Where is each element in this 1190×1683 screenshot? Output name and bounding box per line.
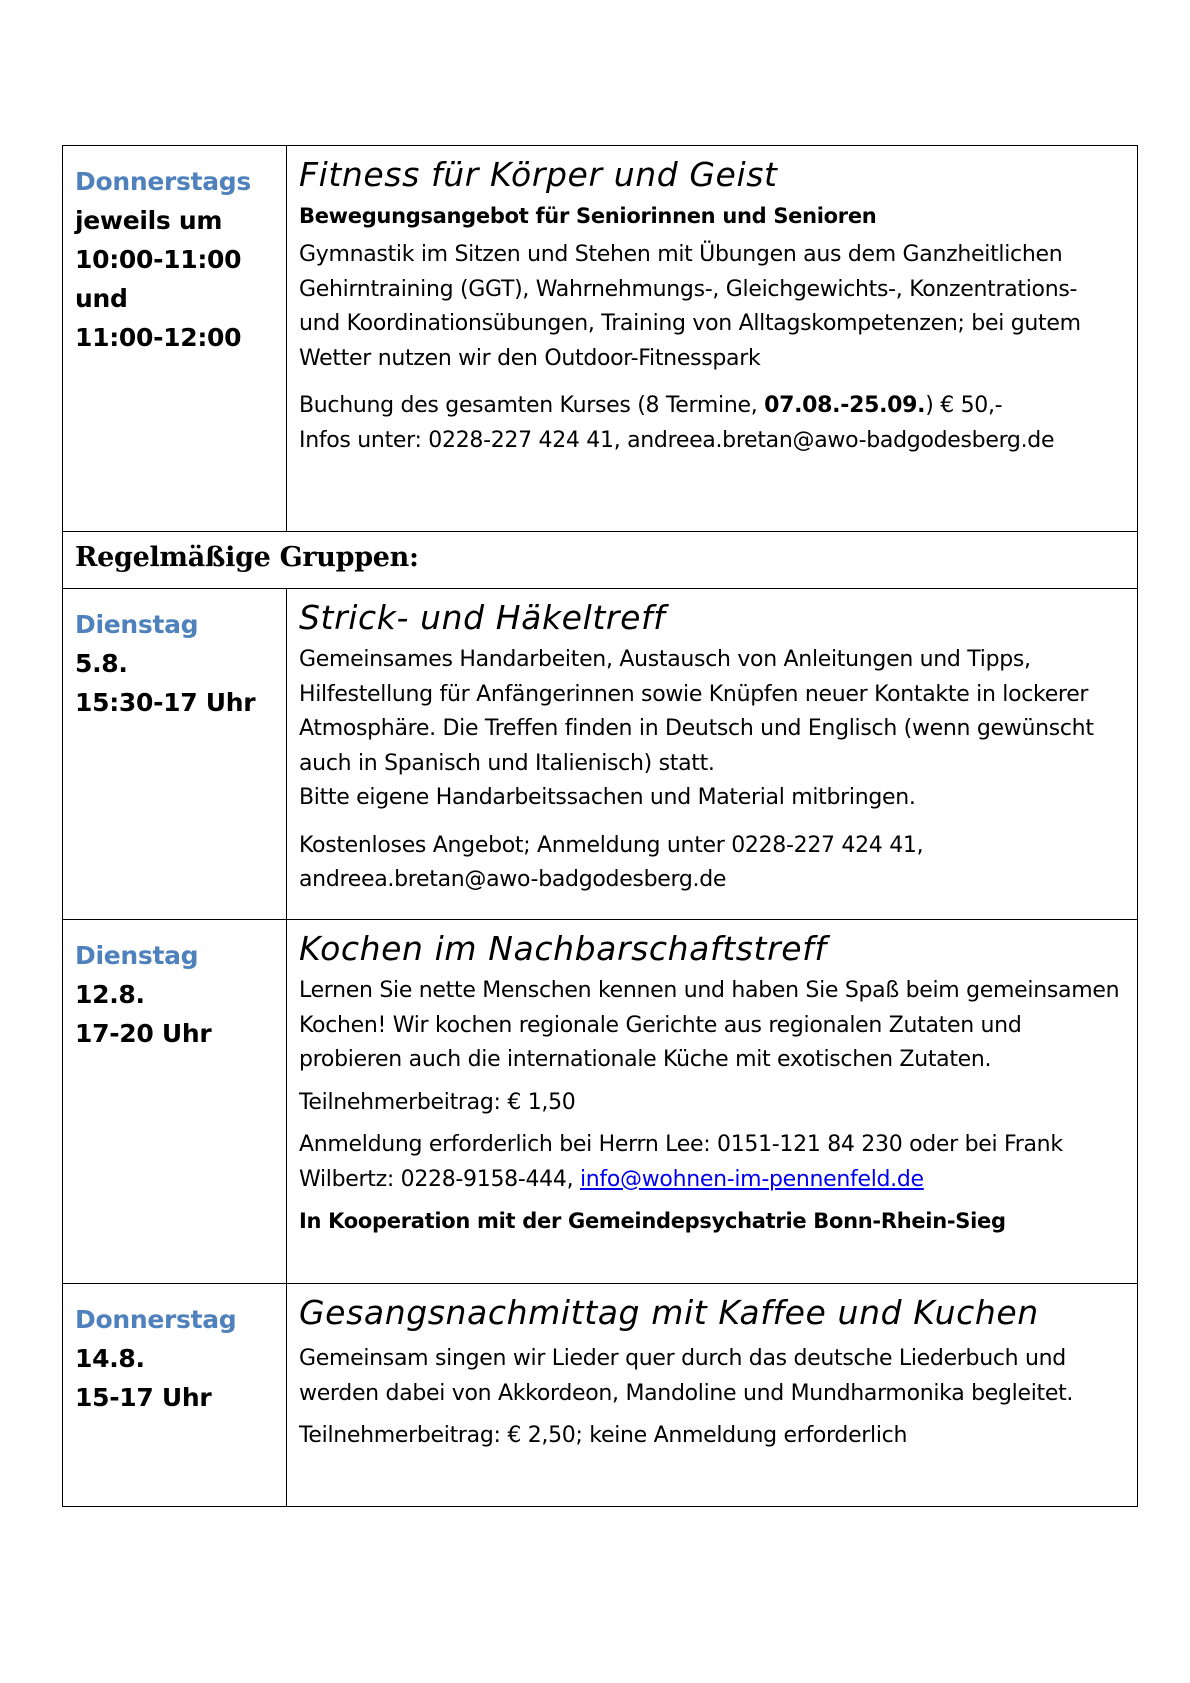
table-row [63,146,1138,532]
date-cell [63,146,287,532]
fee-line: Teilnehmerbeitrag: € 1,50 [299,1089,576,1115]
booking-dates: 07.08.-25.09. [764,393,926,418]
fee-line: Teilnehmerbeitrag: € 2,50; keine Anmeldung erforderlich [299,1423,908,1448]
event-cell [287,589,1138,920]
event-description: Gymnastik im Sitzen und Stehen mit Übungen aus dem Ganzheitlichen Gehirntraining (GGT), Wahrnehmungs-, Gleichgewichts-, Konzentrations- und Koordinationsübungen, Training von Alltagskompetenzen; bei gutem Wetter nutzen wir den Outdoor-Fitnesspark [299,242,1081,371]
cooperation-note: In Kooperation mit der Gemeindepsychatrie Bonn-Rhein-Sieg [299,1209,1006,1233]
time-line: 17-20 Uhr [75,1019,212,1048]
date-cell [63,589,287,920]
day-label: Dienstag [75,941,199,970]
registration-line [299,1128,1123,1197]
info-line: Infos unter: 0228-227 424 41, andreea.bretan@awo-badgodesberg.de [299,427,1055,453]
time-line: 15:30-17 Uhr [75,688,256,717]
registration-text: Anmeldung erforderlich bei Herrn Lee: 0151-121 84 230 oder bei Frank Wilbertz: 0228-9158-444, [299,1132,1063,1192]
day-label: Dienstag [75,610,199,639]
event-title: Kochen im Nachbarschaftstreff [299,929,827,968]
date-cell [63,1284,287,1507]
schedule-table [62,145,1138,1507]
date-line: 14.8. [75,1344,145,1373]
event-description: Gemeinsam singen wir Lieder quer durch das deutsche Liederbuch und werden dabei von Akkordeon, Mandoline und Mundharmonika begleitet. [299,1346,1074,1406]
section-row [63,532,1138,589]
event-cell [287,146,1138,532]
table-row [63,1284,1138,1507]
date-line: 12.8. [75,980,145,1009]
section-cell [63,532,1138,589]
event-title: Strick- und Häkeltreff [299,598,666,637]
contact-line: Kostenloses Angebot; Anmeldung unter 0228-227 424 41, andreea.bretan@awo-badgodesberg.de [299,832,924,892]
date-cell [63,920,287,1284]
booking-line [299,389,1123,424]
time-line: 15-17 Uhr [75,1383,212,1412]
time-line: und [75,284,128,313]
event-description: Lernen Sie nette Menschen kennen und haben Sie Spaß beim gemeinsamen Kochen! Wir kochen regionale Gerichte aus regionalen Zutaten und probieren auch die internationale Küche mit exotischen Zutaten. [299,978,1120,1072]
event-cell [287,1284,1138,1507]
event-title: Fitness für Körper und Geist [299,155,778,194]
date-line: 5.8. [75,649,128,678]
section-title: Regelmäßige Gruppen: [75,542,419,573]
time-line: 10:00-11:00 [75,245,242,274]
booking-prefix: Buchung des gesamten Kurses (8 Termine, [299,393,765,418]
table-row [63,920,1138,1284]
day-label: Donnerstag [75,1305,237,1334]
event-subtitle: Bewegungsangebot für Seniorinnen und Senioren [299,204,877,228]
event-cell [287,920,1138,1284]
event-title: Gesangsnachmittag mit Kaffee und Kuchen [299,1293,1039,1332]
day-label: Donnerstags [75,167,251,196]
time-line: jeweils um [75,206,223,235]
event-note: Bitte eigene Handarbeitssachen und Material mitbringen. [299,785,916,810]
email-link[interactable]: info@wohnen-im-pennenfeld.de [579,1166,924,1192]
booking-suffix: ) € 50,- [925,393,1003,418]
time-line: 11:00-12:00 [75,323,242,352]
event-description: Gemeinsames Handarbeiten, Austausch von Anleitungen und Tipps, Hilfestellung für Anfängerinnen sowie Knüpfen neuer Kontakte in lockerer Atmosphäre. Die Treffen finden in Deutsch und Englisch (wenn gewünscht auch in Spanisch und Italienisch) statt. [299,647,1094,776]
table-row [63,589,1138,920]
